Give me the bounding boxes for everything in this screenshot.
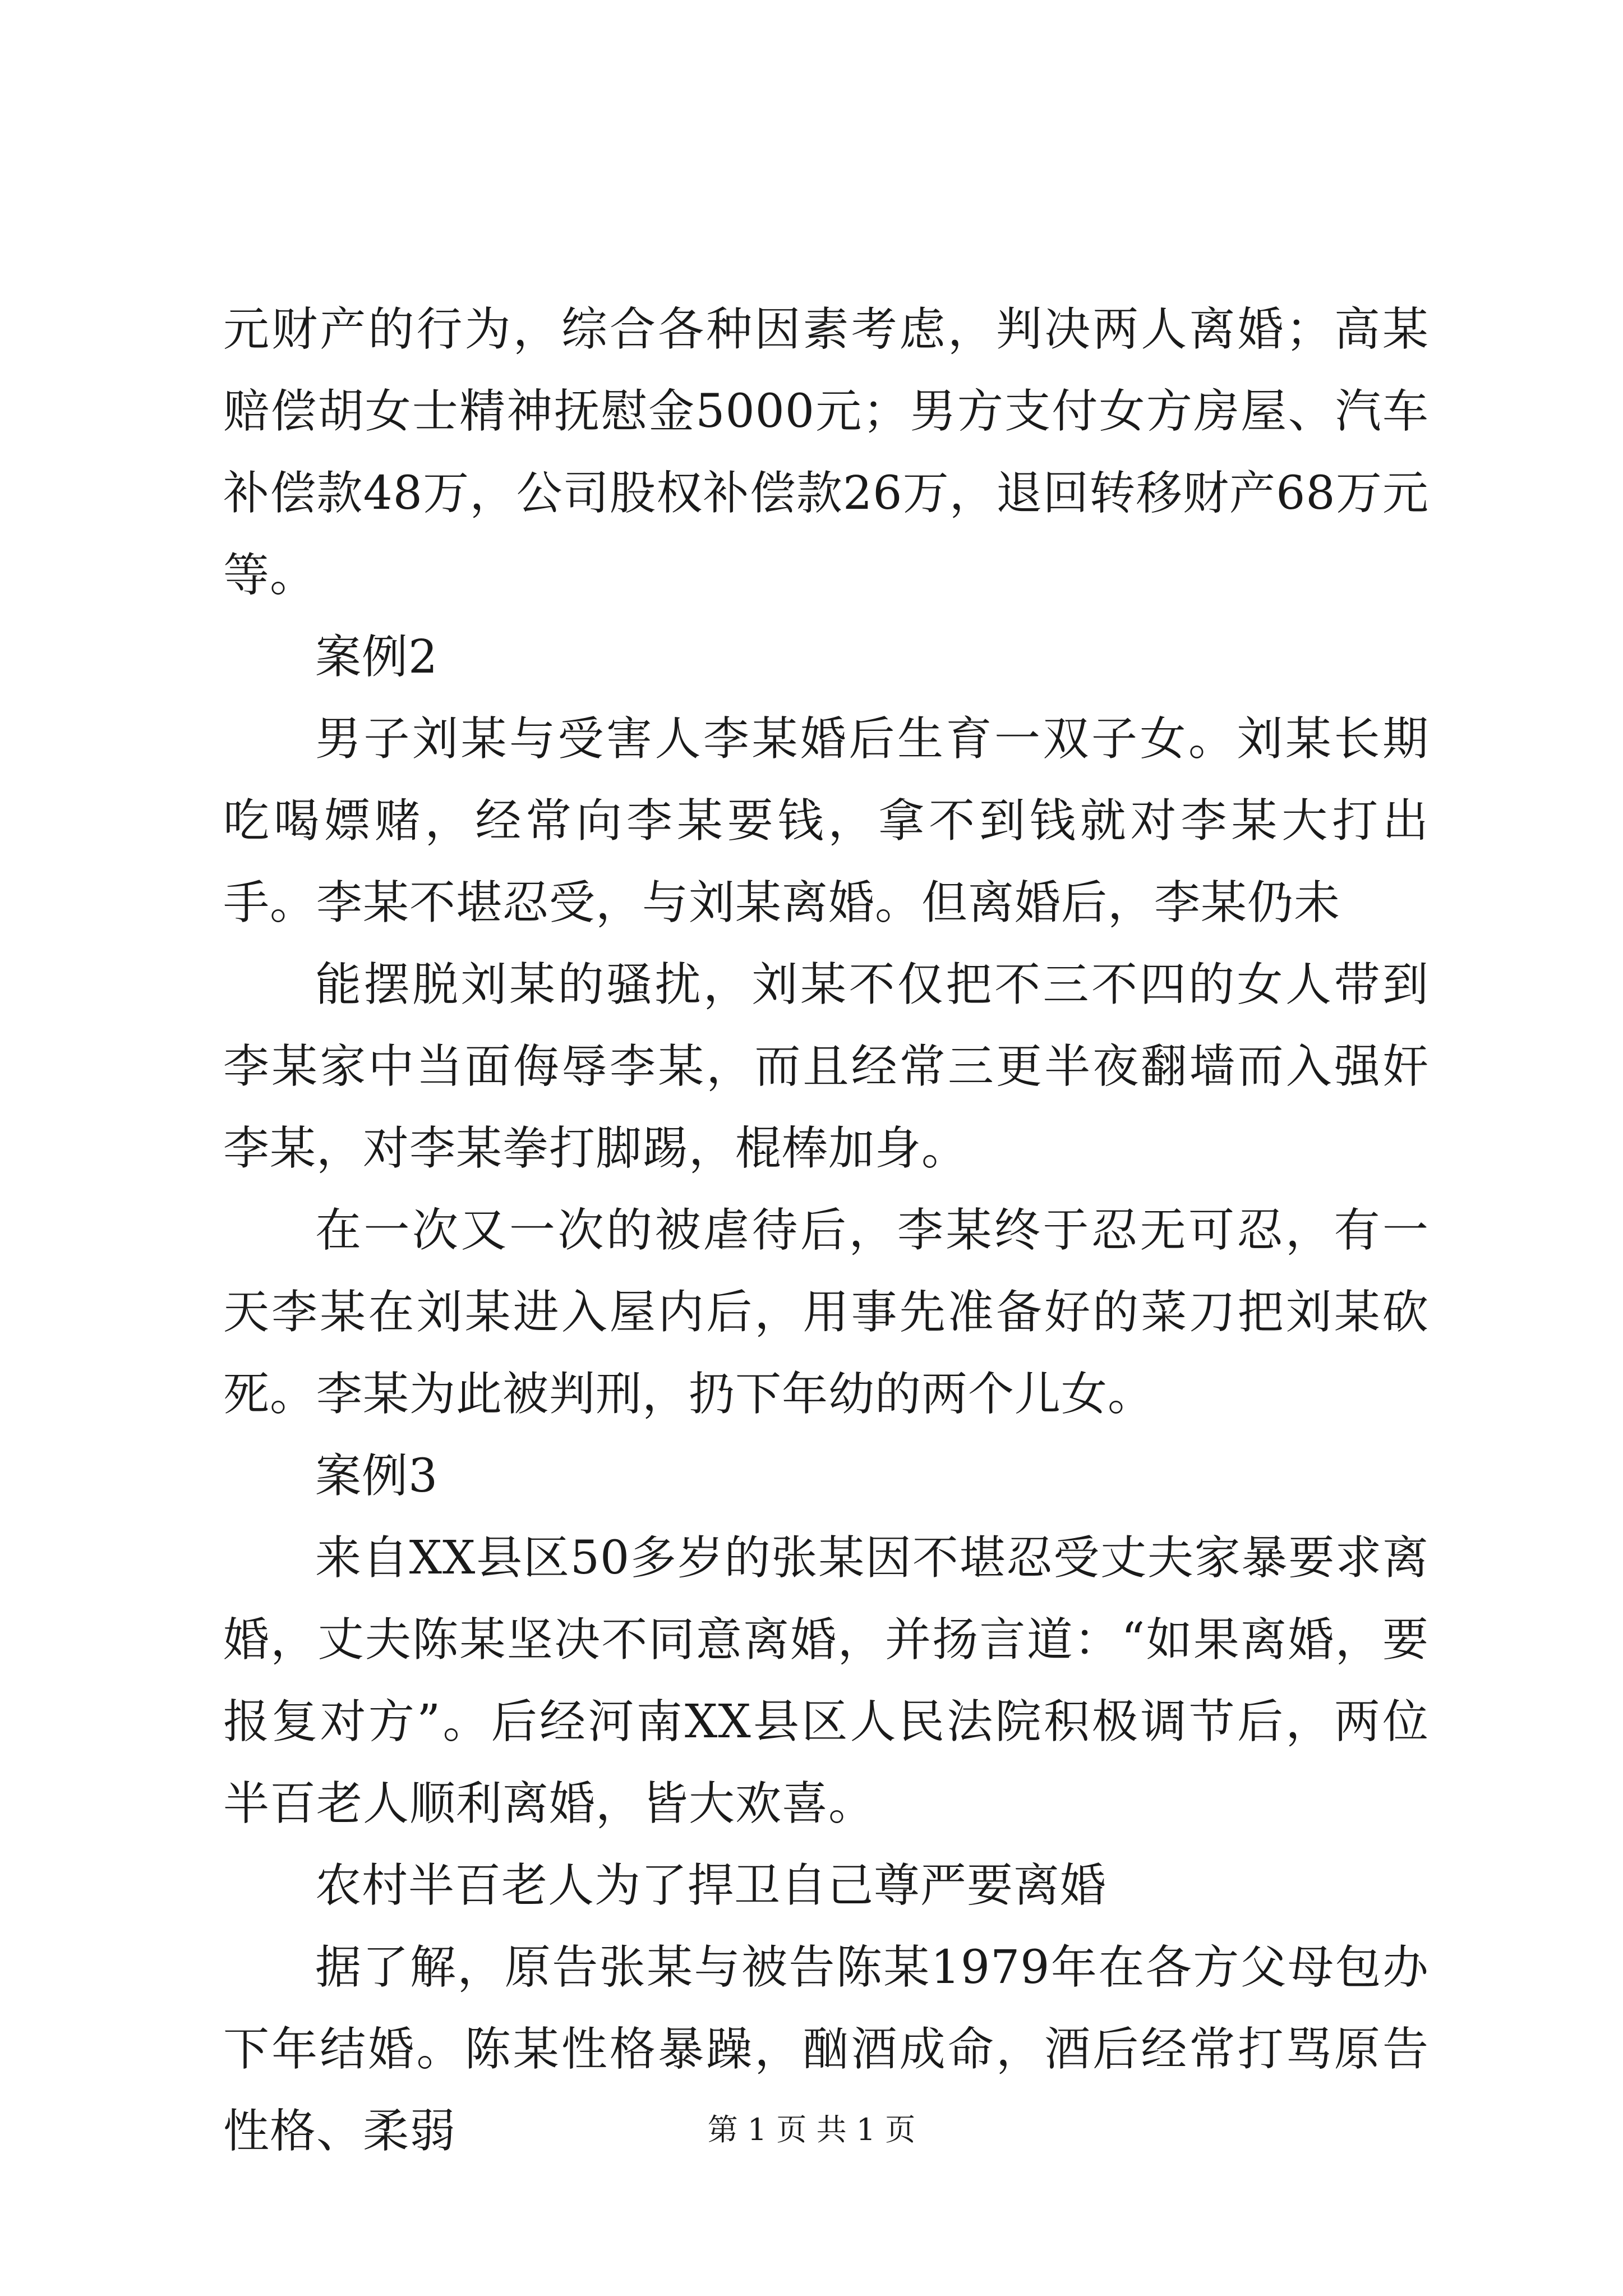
case-3-heading: 案例3 <box>315 1450 439 1503</box>
paragraph-case-3-intro: 来自XX县区50多岁的张某因不堪忍受丈夫家暴要求离婚，丈夫陈某坚决不同意离婚，并扬言道：“如果离婚，要报复对方”。后经河南XX县区人民法院积极调节后，两位半百老人顺利离婚，皆大欢喜。 <box>223 1531 1429 1830</box>
page-footer: 第 1 页 共 1 页 <box>707 2112 916 2147</box>
paragraph-case-2-harassment: 能摆脱刘某的骚扰，刘某不仅把不三不四的女人带到李某家中当面侮辱李某，而且经常三更半夜翻墙而入强奸李某，对李某拳打脚踢，棍棒加身。 <box>223 958 1429 1175</box>
paragraph-case-2-intro: 男子刘某与受害人李某婚后生育一双子女。刘某长期吃喝嫖赌，经常向李某要钱，拿不到钱就对李某大打出手。李某不堪忍受，与刘某离婚。但离婚后，李某仍未 <box>223 712 1429 930</box>
paragraph-case-2-outcome: 在一次又一次的被虐待后，李某终于忍无可忍，有一天李某在刘某进入屋内后，用事先准备好的菜刀把刘某砍死。李某为此被判刑，扔下年幼的两个儿女。 <box>223 1204 1429 1421</box>
paragraph-case-3-details: 据了解，原告张某与被告陈某1979年在各方父母包办下年结婚。陈某性格暴躁，酗酒成命，酒后经常打骂原告性格、柔弱 <box>223 1941 1429 2158</box>
paragraph-verdict-continuation: 元财产的行为，综合各种因素考虑，判决两人离婚；高某赔偿胡女士精神抚慰金5000元；男方支付女方房屋、汽车补偿款48万，公司股权补偿款26万，退回转移财产68万元等。 <box>223 303 1429 602</box>
case-2-heading: 案例2 <box>315 631 439 684</box>
paragraph-case-3-subheading: 农村半百老人为了捍卫自己尊严要离婚 <box>315 1859 1107 1912</box>
document-body <box>223 289 1429 2173</box>
